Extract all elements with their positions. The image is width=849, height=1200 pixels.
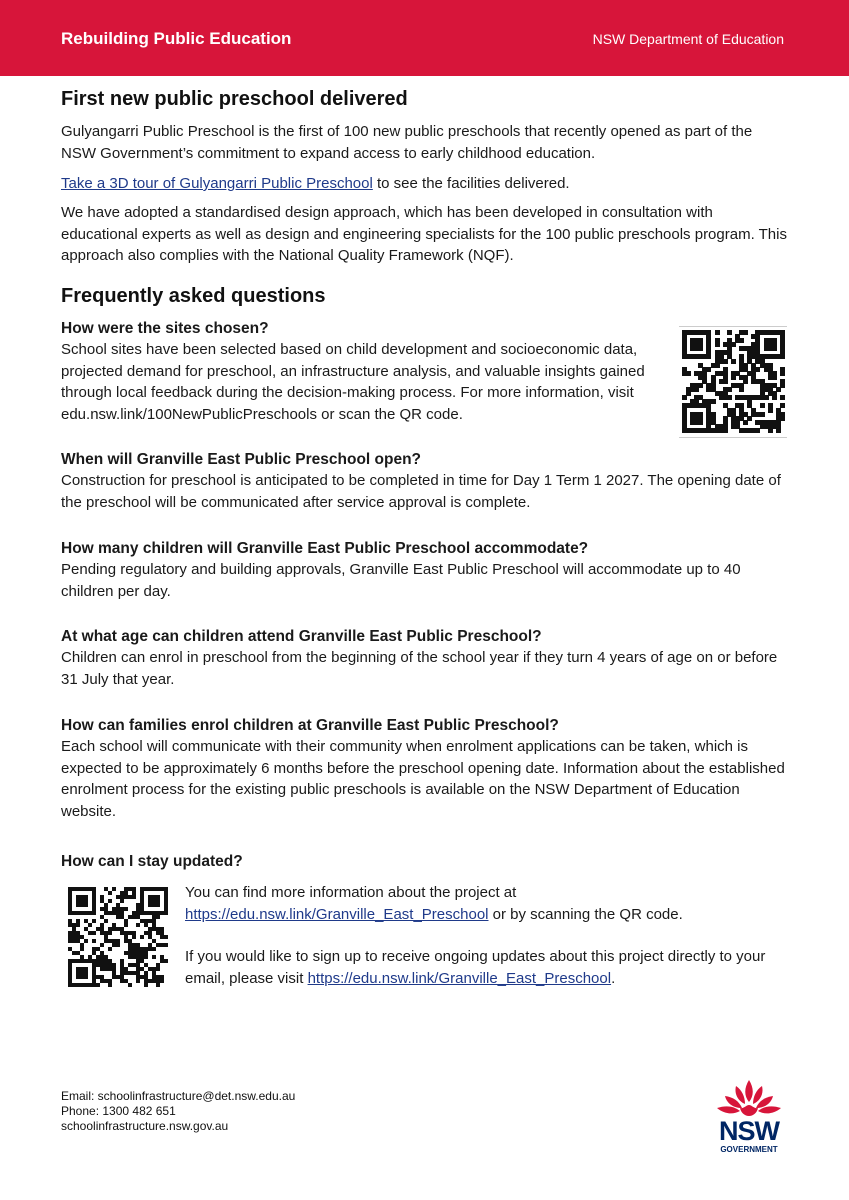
intro-paragraph-1: Gulyangarri Public Preschool is the first of 100 new public preschools that recently opened as part of the NSW Government’s commitment to expand access to early childhood education. xyxy=(61,123,753,162)
qr-module xyxy=(780,371,785,376)
qr-module xyxy=(96,983,100,987)
footer-website: schoolinfrastructure.nsw.gov.au xyxy=(61,1119,229,1133)
qr-module xyxy=(84,939,88,943)
signup-link[interactable]: https://edu.nsw.link/Granville_East_Preschool xyxy=(307,969,612,987)
qr-module xyxy=(108,947,112,951)
intro-paragraph-2 xyxy=(61,173,787,195)
qr-module xyxy=(136,979,140,983)
qr-module xyxy=(128,983,132,987)
qr-module xyxy=(136,923,140,927)
qr-module xyxy=(739,387,744,392)
qr-module xyxy=(731,359,736,364)
qr-module xyxy=(108,983,112,987)
tour-link[interactable]: Take a 3D tour of Gulyangarri Public Preschool xyxy=(61,175,373,192)
qr-code-icon xyxy=(679,326,787,438)
qr-module xyxy=(116,943,120,947)
qr-module xyxy=(780,395,785,400)
faq-item xyxy=(61,318,661,425)
qr-module xyxy=(772,395,777,400)
qr-module xyxy=(156,903,160,907)
faq-answer: School sites have been selected based on child development and socioeconomic data, projected demand for preschool, an infrastructure analysis, and valuable insights gained through local feedback during the decision-making process. For more information, visit edu.nsw.link/100NewPublicPreschools or scan the QR code. xyxy=(61,341,645,423)
qr-module xyxy=(706,354,711,359)
qr-module xyxy=(760,403,765,408)
qr-module xyxy=(76,923,80,927)
qr-module xyxy=(164,911,168,915)
footer-phone: Phone: 1300 482 651 xyxy=(61,1104,176,1118)
qr-module xyxy=(780,354,785,359)
qr-module xyxy=(715,330,720,335)
qr-module xyxy=(84,975,88,979)
qr-module xyxy=(156,967,160,971)
qr-module xyxy=(682,395,687,400)
qr-module xyxy=(88,923,92,927)
qr-module xyxy=(755,428,760,433)
qr-module xyxy=(743,420,748,425)
qr-module xyxy=(768,408,773,413)
qr-module xyxy=(723,428,728,433)
qr-module xyxy=(698,420,703,425)
header-banner xyxy=(0,0,849,76)
updates-p2-text: If you would like to sign up to receive ongoing updates about this project directly to your email, please visit xyxy=(185,948,766,987)
qr-module xyxy=(84,903,88,907)
updates-text xyxy=(185,882,787,989)
qr-module xyxy=(140,935,144,939)
intro-paragraph-3: We have adopted a standardised design approach, which has been developed in consultation with educational experts as well as design and engineering specialists for the 100 public preschools program. This approach also complies with the National Quality Framework (NQF). xyxy=(61,204,787,264)
qr-module xyxy=(80,947,84,951)
updates-heading: How can I stay updated? xyxy=(61,853,243,870)
qr-module xyxy=(120,899,124,903)
qr-module xyxy=(108,931,112,935)
qr-module xyxy=(164,935,168,939)
qr-module xyxy=(152,955,156,959)
qr-module xyxy=(92,931,96,935)
qr-module xyxy=(156,915,160,919)
logo-text: NSW xyxy=(719,1116,779,1146)
qr-code-icon xyxy=(68,887,168,989)
tour-link-rest: to see the facilities delivered. xyxy=(372,175,570,192)
qr-module xyxy=(743,330,748,335)
qr-module xyxy=(760,412,765,417)
qr-module xyxy=(715,363,720,368)
qr-module xyxy=(164,943,168,947)
qr-module xyxy=(772,346,777,351)
faq-answer: Each school will communicate with their community when enrolment applications can be taken, which is expected to be approximately 6 months before the preschool opening date. Information about the established enrolment process for the existing public preschools is available on the NSW Department of Education website. xyxy=(61,738,785,820)
header-department: NSW Department of Education xyxy=(592,31,784,47)
qr-module xyxy=(698,346,703,351)
faq-question: How can families enrol children at Granville East Public Preschool? xyxy=(61,717,559,734)
qr-module xyxy=(132,935,136,939)
qr-module xyxy=(723,359,728,364)
faq-item xyxy=(61,449,787,513)
project-link[interactable]: https://edu.nsw.link/Granville_East_Preschool xyxy=(185,905,489,923)
faq-item xyxy=(61,715,787,822)
qr-module xyxy=(92,939,96,943)
updates-paragraph-2 xyxy=(185,946,787,989)
qr-module xyxy=(723,379,728,384)
qr-module xyxy=(108,899,112,903)
footer-email: Email: schoolinfrastructure@det.nsw.edu.au xyxy=(61,1089,296,1103)
intro-heading: First new public preschool delivered xyxy=(61,88,408,110)
nsw-government-logo xyxy=(714,1078,784,1158)
qr-module xyxy=(156,983,160,987)
qr-module xyxy=(108,891,112,895)
qr-module xyxy=(772,375,777,380)
faq-question: When will Granville East Public Preschool open? xyxy=(61,451,422,468)
qr-module xyxy=(152,947,156,951)
faq-question: At what age can children attend Granville East Public Preschool? xyxy=(61,628,542,645)
qr-module xyxy=(124,923,128,927)
qr-module xyxy=(764,395,769,400)
footer-contact xyxy=(61,1089,295,1134)
qr-module xyxy=(727,395,732,400)
qr-module xyxy=(144,983,148,987)
qr-module xyxy=(92,919,96,923)
faq-item xyxy=(61,538,787,602)
faq-answer: Children can enrol in preschool from the beginning of the school year if they turn 4 years of age on or before 31 July that year. xyxy=(61,649,778,688)
qr-module xyxy=(112,887,116,891)
faq-question: How were the sites chosen? xyxy=(61,320,269,337)
qr-module xyxy=(164,959,168,963)
qr-module xyxy=(160,979,164,983)
qr-module xyxy=(686,371,691,376)
updates-p1-text: You can find more information about the project at xyxy=(185,884,517,901)
faq-heading: Frequently asked questions xyxy=(61,285,326,307)
qr-module xyxy=(124,907,128,911)
qr-module xyxy=(768,428,773,433)
qr-module xyxy=(144,955,148,959)
qr-module xyxy=(731,375,736,380)
faq-question: How many children will Granville East Public Preschool accommodate? xyxy=(61,540,589,557)
updates-p1-tail: or by scanning the QR code. xyxy=(488,905,683,923)
faq-answer: Construction for preschool is anticipated to be completed in time for Day 1 Term 1 2027. The opening date of the preschool will be communicated after service approval is complete. xyxy=(61,472,781,511)
qr-module xyxy=(739,338,744,343)
qr-module xyxy=(100,943,104,947)
qr-module xyxy=(727,330,732,335)
faq-item xyxy=(61,626,787,690)
header-title: Rebuilding Public Education xyxy=(61,29,292,48)
qr-module xyxy=(694,387,699,392)
qr-module xyxy=(776,428,781,433)
qr-module xyxy=(715,342,720,347)
qr-module xyxy=(92,911,96,915)
updates-p2-tail: . xyxy=(611,969,616,987)
qr-module xyxy=(104,919,108,923)
faq-answer: Pending regulatory and building approvals, Granville East Public Preschool will accommodate up to 40 children per day. xyxy=(61,561,741,600)
logo-subtext: GOVERNMENT xyxy=(720,1145,778,1154)
qr-module xyxy=(132,895,136,899)
updates-paragraph-1 xyxy=(185,882,787,925)
